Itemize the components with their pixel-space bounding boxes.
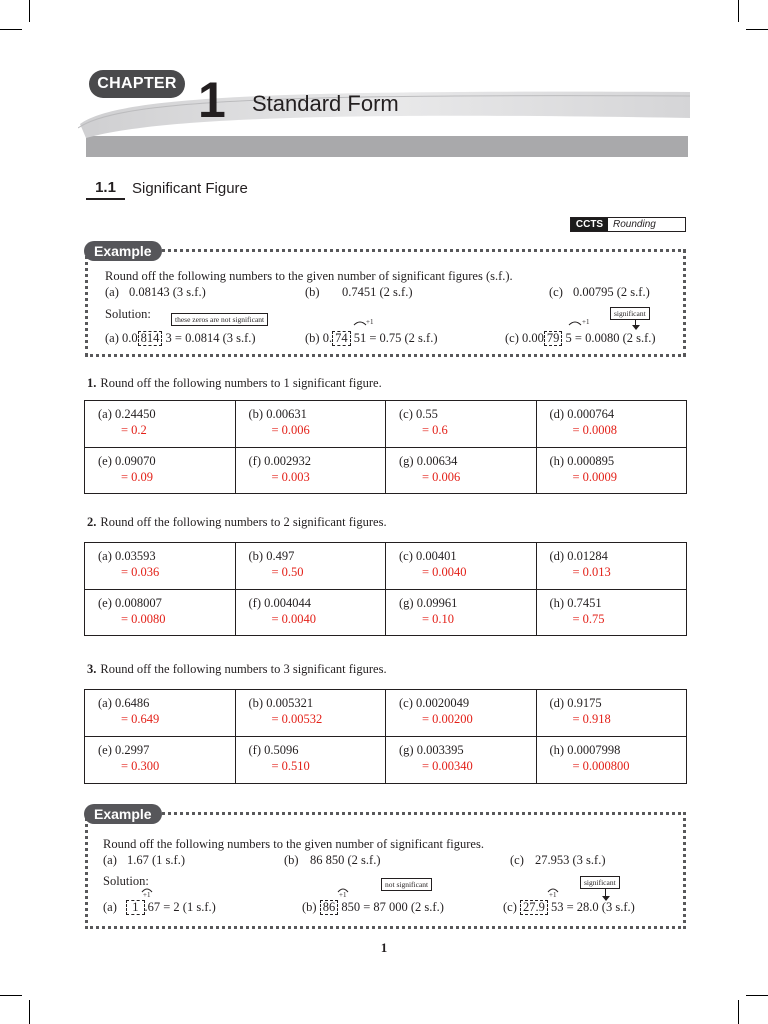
answer-cell: (g) 0.00634 = 0.006 <box>386 448 537 494</box>
answer-value: = 0.013 <box>572 565 611 579</box>
plus-one-label: +1 <box>582 318 590 326</box>
solution-post: 850 = 87 000 (2 s.f.) <box>341 900 444 914</box>
answer-value: = 0.649 <box>121 712 160 726</box>
crop-mark <box>738 1000 739 1024</box>
example-part-value: 0.08143 (3 s.f.) <box>129 285 206 299</box>
solution-b <box>302 899 444 915</box>
solution-label-b: (b) <box>302 900 317 914</box>
chapter-title: Standard Form <box>252 91 399 116</box>
boxed-digits: 79 <box>544 331 563 346</box>
boxed-digits: 74 <box>332 331 351 346</box>
answer-cell: (e) 0.008007 = 0.0080 <box>85 590 236 636</box>
answer-value: = 0.006 <box>271 423 310 437</box>
note-not-significant: not significant <box>381 878 432 891</box>
ccts-badge <box>570 217 686 232</box>
plus-one-label: +1 <box>366 318 374 326</box>
answer-cell: (d) 0.9175 = 0.918 <box>536 690 687 737</box>
solution-post: 5 = <box>565 331 582 345</box>
answer-value: = 0.510 <box>271 759 310 773</box>
solution-a <box>105 330 256 346</box>
answer-value: = 0.0080 <box>121 612 166 626</box>
example-part-value: 1.67 (1 s.f.) <box>127 853 185 867</box>
answer-value: = 0.003 <box>271 470 310 484</box>
solution-label: Solution: <box>105 307 151 321</box>
example-part-label: (b) <box>284 853 299 867</box>
answer-value: = 0.006 <box>422 470 461 484</box>
note-zeros-not-significant: these zeros are not significant <box>171 313 268 326</box>
solution-post: 51 = <box>353 331 377 345</box>
example-part-value: 86 850 (2 s.f.) <box>310 853 381 867</box>
answer-cell: (f) 0.004044 = 0.0040 <box>235 590 386 636</box>
solution-label-c: (c) <box>505 331 519 345</box>
solution-post: .67 = 2 (1 s.f.) <box>144 900 216 914</box>
solution-label-a: (a) <box>103 900 117 914</box>
answer-value: = 0.0009 <box>572 470 618 484</box>
crop-mark <box>29 0 30 22</box>
example-instruction: Round off the following numbers to the given number of significant figures. <box>103 837 484 851</box>
answer-cell: (d) 0.000764 = 0.0008 <box>536 401 687 448</box>
plus-one-label: +1 <box>339 891 347 899</box>
solution-label-a: (a) <box>105 331 119 345</box>
ccts-topic: Rounding <box>613 219 656 230</box>
answer-cell: (b) 0.497 = 0.50 <box>235 543 386 590</box>
answer-cell: (h) 0.000895 = 0.0009 <box>536 448 687 494</box>
answer-cell: (g) 0.09961 = 0.10 <box>386 590 537 636</box>
answer-cell: (e) 0.2997 = 0.300 <box>85 737 236 784</box>
crop-mark <box>0 995 22 996</box>
crop-mark <box>746 995 768 996</box>
boxed-digits: 27.9 <box>520 900 548 915</box>
answer-value: = 0.00340 <box>422 759 473 773</box>
example-tag: Example <box>84 241 162 261</box>
answer-cell: (f) 0.5096 = 0.510 <box>235 737 386 784</box>
question-3-table <box>84 689 687 784</box>
crop-mark <box>29 1000 30 1024</box>
answer-cell: (e) 0.09070 = 0.09 <box>85 448 236 494</box>
answer-cell: (b) 0.005321 = 0.00532 <box>235 690 386 737</box>
example-part-label: (b) <box>305 285 320 299</box>
solution-label: Solution: <box>103 874 149 888</box>
ccts-tag: CCTS <box>571 218 608 231</box>
question-text: Round off the following numbers to 2 significant figures. <box>100 515 387 529</box>
answer-cell: (c) 0.0020049 = 0.00200 <box>386 690 537 737</box>
answer-value: = 0.0008 <box>572 423 618 437</box>
answer-value: = 0.2 <box>121 423 147 437</box>
section-number: 1.1 <box>86 178 125 200</box>
example-tag: Example <box>84 804 162 824</box>
solution-b <box>305 330 438 346</box>
answer-value: = 0.00532 <box>271 712 323 726</box>
plus-one-label: +1 <box>143 891 151 899</box>
question-2-table <box>84 542 687 636</box>
answer-value: = 0.50 <box>271 565 304 579</box>
solution-pre: 0.0 <box>122 331 138 345</box>
answer-value: = 0.036 <box>121 565 160 579</box>
answer-value: = 0.918 <box>572 712 611 726</box>
question-2-title <box>87 514 387 530</box>
crop-mark <box>0 29 22 30</box>
carry-arc-icon <box>568 320 582 326</box>
answer-value: = 0.6 <box>422 423 448 437</box>
example-part-value: 0.00795 (2 s.f.) <box>573 285 650 299</box>
question-number: 2. <box>87 515 97 529</box>
example-part-value: 0.7451 (2 s.f.) <box>342 285 413 299</box>
answer-cell: (f) 0.002932 = 0.003 <box>235 448 386 494</box>
answer-value: = 0.00200 <box>422 712 473 726</box>
answer-value: = 0.000800 <box>572 759 630 773</box>
answer-cell: (c) 0.00401 = 0.0040 <box>386 543 537 590</box>
section-title: Significant Figure <box>132 180 248 197</box>
answer-value: = 0.09 <box>121 470 154 484</box>
solution-result: 0.0814 (3 s.f.) <box>185 331 256 345</box>
boxed-digits: 86 <box>320 900 339 915</box>
boxed-digits: 814 <box>138 331 163 346</box>
example-part-value: 27.953 (3 s.f.) <box>535 853 606 867</box>
answer-cell: (b) 0.00631 = 0.006 <box>235 401 386 448</box>
example-part-label: (c) <box>510 853 524 867</box>
answer-cell: (a) 0.03593 = 0.036 <box>85 543 236 590</box>
solution-label-b: (b) <box>305 331 320 345</box>
question-text: Round off the following numbers to 3 significant figures. <box>100 662 387 676</box>
note-significant: significant <box>610 307 650 320</box>
solution-post: 53 = 28.0 (3 s.f.) <box>551 900 635 914</box>
question-1-title <box>87 375 382 391</box>
crop-mark <box>746 29 768 30</box>
chapter-number: 1 <box>198 72 226 128</box>
example-instruction: Round off the following numbers to the given number of significant figures (s.f.). <box>105 269 513 283</box>
chapter-label: CHAPTER <box>89 70 185 98</box>
example-part-label: (a) <box>103 853 117 867</box>
answer-cell: (a) 0.6486 = 0.649 <box>85 690 236 737</box>
question-number: 1. <box>87 376 97 390</box>
question-3-title <box>87 661 387 677</box>
solution-c <box>503 899 635 915</box>
question-1-table <box>84 400 687 494</box>
solution-result: 0.75 (2 s.f.) <box>379 331 438 345</box>
boxed-digits: 1 <box>126 900 144 915</box>
question-text: Round off the following numbers to 1 significant figure. <box>100 376 382 390</box>
question-number: 3. <box>87 662 97 676</box>
answer-cell: (h) 0.0007998 = 0.000800 <box>536 737 687 784</box>
answer-value: = 0.10 <box>422 612 455 626</box>
answer-cell: (g) 0.003395 = 0.00340 <box>386 737 537 784</box>
example-part-label: (c) <box>549 285 563 299</box>
plus-one-label: +1 <box>549 891 557 899</box>
answer-cell: (d) 0.01284 = 0.013 <box>536 543 687 590</box>
example-part-label: (a) <box>105 285 119 299</box>
solution-c <box>505 330 656 346</box>
crop-mark <box>738 0 739 22</box>
answer-cell: (c) 0.55 = 0.6 <box>386 401 537 448</box>
solution-result: 0.0080 (2 s.f.) <box>585 331 656 345</box>
answer-cell: (a) 0.24450 = 0.2 <box>85 401 236 448</box>
answer-value: = 0.0040 <box>271 612 317 626</box>
answer-value: = 0.0040 <box>422 565 467 579</box>
solution-a <box>103 899 216 915</box>
answer-value: = 0.300 <box>121 759 160 773</box>
note-significant: significant <box>580 876 620 889</box>
solution-pre: 0.00 <box>522 331 544 345</box>
answer-value: = 0.75 <box>572 612 605 626</box>
solution-post: 3 = <box>165 331 182 345</box>
solution-label-c: (c) <box>503 900 517 914</box>
page-number: 1 <box>380 940 388 955</box>
solution-pre: 0. <box>322 331 333 345</box>
answer-cell: (h) 0.7451 = 0.75 <box>536 590 687 636</box>
carry-arc-icon <box>353 320 367 326</box>
